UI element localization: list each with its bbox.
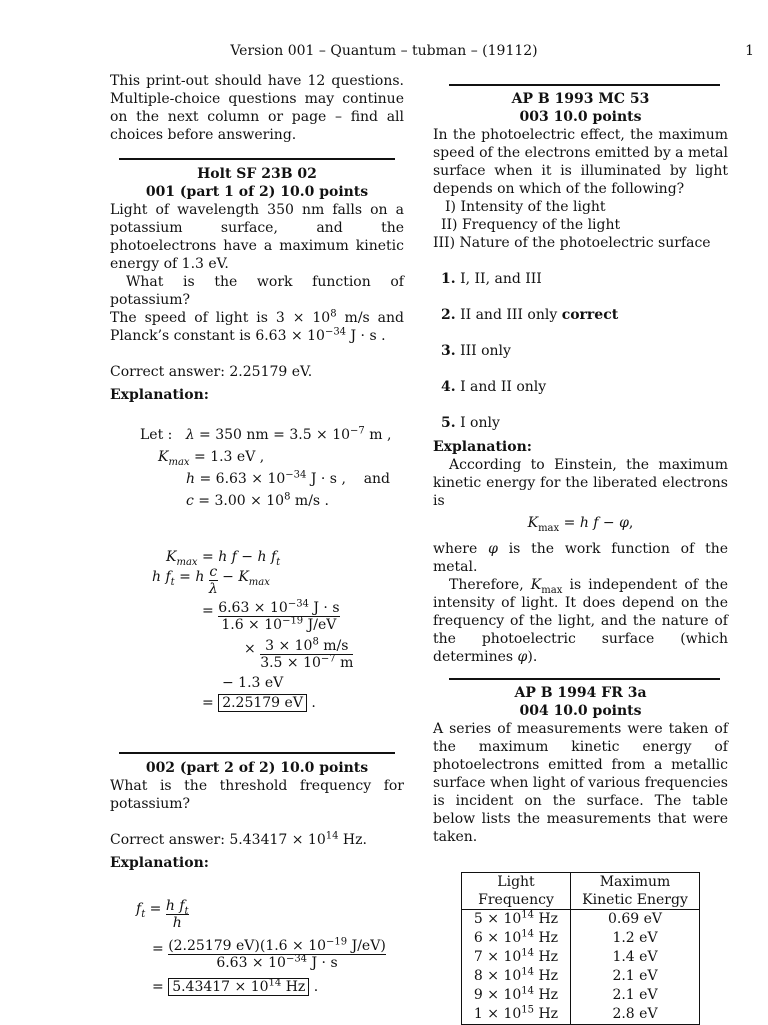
table-row: $9 \times 10^{14}$ Hz 2.1 eV (462, 986, 700, 1005)
q1-question: What is the work function of potassium? (110, 274, 404, 308)
q1-given-values: Let : λ = 350 nm = $3.5 \times 10^{-7}$ m , $K_{max} = 1.3$ eV , $h = 6.63 \times 10^{-34}$ J · s , and $c = 3.00 \times 10^8$ m/s . (140, 425, 392, 509)
q1-constants: The speed of light is $3 \times 10^8$ m/s and Planck’s constant is $6.63 \times 10^{-34}$ J · s . (110, 308, 404, 344)
q1-title: 001 (part 1 of 2) 10.0 points (145, 184, 369, 200)
option-item: II) Frequency of the light (441, 217, 621, 233)
table-row: $1 \times 10^{15}$ Hz 2.8 eV (462, 1005, 700, 1025)
table-header-energy: Maximum Kinetic Energy (571, 873, 700, 910)
q2-derivation: $f_t$ = $\frac{h f_t}{h}$ = $\frac{(2.25179 eV)(1.6 \times 10^{-19} J/eV)}{6.63 \times 10^{-34} J \cdot s}$ = $5.43417 \times 10^{14}$ Hz . (136, 898, 386, 995)
table-row: $6 \times 10^{14}$ Hz 1.2 eV (462, 929, 700, 948)
table-header-row (462, 873, 700, 910)
choice-item: 3. III only (441, 343, 511, 359)
q3-title: 003 10.0 points (519, 109, 642, 125)
q3-options (433, 198, 728, 252)
right-column (433, 72, 728, 1025)
left-column (110, 72, 404, 1002)
choice-item: 4. I and II only (441, 379, 547, 395)
q4-question: A series of measurements were taken of the maximum kinetic energy of photoelectrons emitted from a metallic surface when light of various frequencies is incident on the surface. The table below lists the measurements that were taken. (433, 721, 728, 845)
q1-text: Light of wavelength 350 nm falls on a potassium surface, and the photoelectrons have a maximum kinetic energy of 1.3 eV. (110, 202, 404, 272)
measurement-table (461, 872, 700, 1025)
q1-explanation-label: Explanation: (110, 387, 209, 403)
option-item: I) Intensity of the light (445, 199, 606, 215)
table-row: $7 \times 10^{14}$ Hz 1.4 eV (462, 948, 700, 967)
page-number: 1 (745, 43, 754, 59)
q1-result-box: 2.25179 eV (218, 694, 307, 712)
correct-tag: correct (561, 307, 619, 323)
q2-title: 002 (part 2 of 2) 10.0 points (145, 760, 369, 776)
einstein-equation: $K_{max} = h$ f − φ, (527, 515, 634, 534)
q2-correct-answer: Correct answer: $5.43417 \times 10^{14}$ Hz. (110, 830, 367, 848)
table-header-frequency: Light Frequency (462, 873, 571, 910)
document-title: Version 001 – Quantum – tubman – (19112) (230, 43, 538, 59)
table-row: $5 \times 10^{14}$ Hz 0.69 eV (462, 910, 700, 930)
q2-result-box: $5.43417 \times 10^{14}$ Hz (168, 978, 309, 996)
q3-question: In the photoelectric effect, the maximum speed of the electrons emitted by a metal surface when it is illuminated by light depends on which of the following? (433, 127, 728, 197)
q4-title: 004 10.0 points (519, 703, 642, 719)
q1-source: Holt SF 23B 02 (197, 166, 317, 182)
table-row: $8 \times 10^{14}$ Hz 2.1 eV (462, 967, 700, 986)
q3-explanation-phi: where φ is the work function of the metal. (433, 541, 728, 575)
q3-explanation-conclusion: Therefore, $K_{max}$ is independent of the intensity of light. It does depend on the frequency of the light, and the nature of the photoelectric surface (which determines φ). (433, 577, 728, 665)
q3-source: AP B 1993 MC 53 (511, 91, 650, 107)
choice-item: 1. I, II, and III (441, 271, 542, 287)
choice-item: 5. I only (441, 415, 500, 431)
q1-correct-answer: Correct answer: 2.25179 eV. (110, 364, 313, 380)
q2-question: What is the threshold frequency for potassium? (110, 778, 404, 812)
choice-item: 2. II and III only correct (441, 307, 619, 323)
intro-text: This print-out should have 12 questions. Multiple-choice questions may continue on the next column or page – find all choices before answering. (110, 73, 404, 143)
q4-source: AP B 1994 FR 3a (514, 685, 647, 701)
q1-derivation: $K_{max} = h$ f − h $f_t$ h $f_t = h$ $\frac{c}{\lambda}$ − $K_{max}$ = $\frac{6.63 \times 10^{-34} J \cdot s}{1.6 \times 10^{-19} J/eV}$ × $\frac{3 \times 10^8 m/s}{3.5 \times 10^{-7} m}$ − 1.3 eV = 2.25179 eV . (152, 549, 354, 711)
q2-explanation-label: Explanation: (110, 855, 209, 871)
q3-explanation-text: According to Einstein, the maximum kinetic energy for the liberated electrons is (433, 457, 728, 509)
q3-explanation-label: Explanation: (433, 439, 532, 455)
option-item: III) Nature of the photoelectric surface (433, 235, 711, 251)
